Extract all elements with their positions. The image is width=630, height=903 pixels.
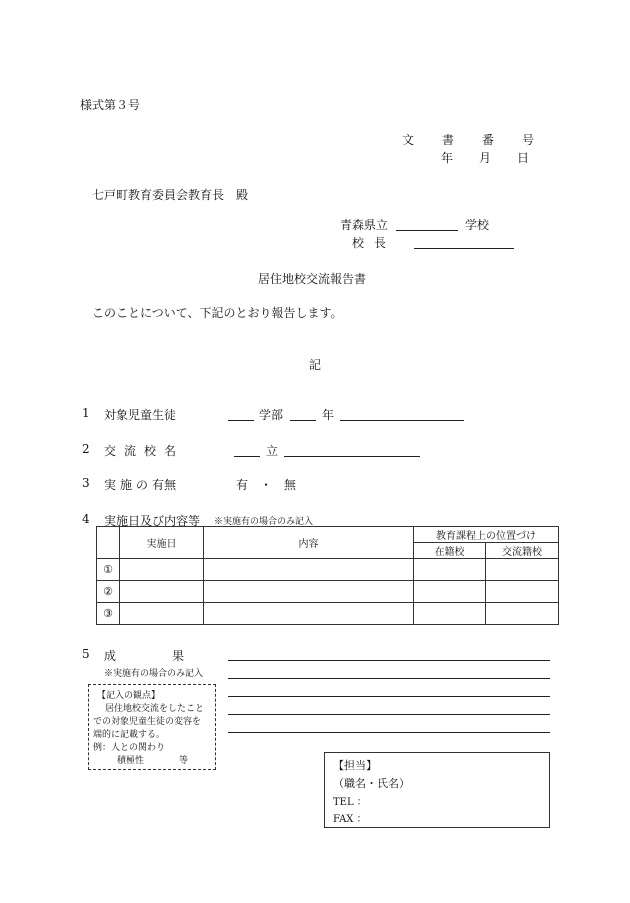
cell-home-school[interactable] — [414, 603, 486, 625]
item-1-nen: 年 — [322, 408, 335, 422]
writing-guide-title: 【記入の観点】 — [97, 691, 161, 701]
contact-fax-label: FAX ： — [333, 814, 367, 825]
principal-label: 校 長 — [352, 236, 387, 250]
cell-home-school[interactable] — [414, 559, 486, 581]
item-2-label: 交 流 校 名 — [104, 444, 177, 458]
header-row-number — [97, 527, 120, 559]
item-5-number: 5 — [82, 647, 90, 661]
item-3-options: 有 ・ 無 — [236, 478, 297, 492]
item-1-name-line — [340, 420, 464, 421]
item-1-label: 対象児童生徒 — [104, 408, 177, 422]
cell-content[interactable] — [204, 603, 414, 625]
contact-name-label: （職名・氏名） — [333, 777, 410, 790]
header-exchange-school: 交流籍校 — [486, 543, 559, 559]
cell-exchange-school[interactable] — [486, 559, 559, 581]
item-1-year-line — [290, 420, 316, 421]
item-2-school-line — [284, 456, 420, 457]
item-5-label: 成 果 — [104, 649, 185, 663]
header-date: 実施日 — [120, 527, 204, 559]
writing-guide-example: 積極性 — [117, 756, 145, 766]
addressee: 七戸町教育委員会教育長 殿 — [92, 188, 249, 202]
item-5-note: ※実施有の場合のみ記入 — [104, 669, 204, 679]
intro-text: このことについて、下記のとおり報告します。 — [92, 306, 343, 320]
cell-content[interactable] — [204, 559, 414, 581]
item-2-ritsu: 立 — [266, 444, 279, 458]
result-line[interactable] — [228, 678, 550, 679]
item-4-note: ※実施有の場合のみ記入 — [214, 517, 314, 527]
cell-date[interactable] — [120, 581, 204, 603]
writing-guide-box — [88, 684, 216, 770]
table-row — [97, 581, 559, 603]
principal-name-line — [414, 248, 514, 249]
cell-exchange-school[interactable] — [486, 603, 559, 625]
result-line[interactable] — [228, 714, 550, 715]
option-no[interactable]: 無 — [284, 478, 297, 492]
item-2-prefecture-line — [234, 456, 260, 457]
contact-box — [324, 752, 550, 828]
row-number: ③ — [97, 603, 120, 625]
cell-content[interactable] — [204, 581, 414, 603]
schedule-table — [96, 526, 559, 625]
item-1-number: 1 — [82, 406, 90, 420]
table-row — [97, 603, 559, 625]
writing-guide-line: での対象児童生徒の変容を — [93, 717, 202, 727]
item-4-number: 4 — [82, 512, 90, 526]
writing-guide-line: 居住地校交流をしたこと — [105, 704, 205, 714]
document-number-label: 文 書 番 号 — [402, 133, 535, 147]
item-3-number: 3 — [82, 476, 90, 490]
row-number: ① — [97, 559, 120, 581]
school-name-line — [396, 230, 458, 231]
item-1-gakubu: 学部 — [259, 408, 284, 422]
row-number: ② — [97, 581, 120, 603]
form-number: 様式第３号 — [80, 98, 141, 112]
cell-date[interactable] — [120, 559, 204, 581]
ki-label: 記 — [309, 358, 322, 372]
writing-guide-etc: 等 — [179, 756, 189, 766]
header-curriculum: 教育課程上の位置づけ — [414, 527, 559, 543]
header-content: 内容 — [204, 527, 414, 559]
result-line[interactable] — [228, 660, 550, 661]
result-line[interactable] — [228, 732, 550, 733]
cell-home-school[interactable] — [414, 581, 486, 603]
item-4-label: 実施日及び内容等 — [104, 514, 201, 528]
writing-guide-line: 例：人との関わり — [93, 743, 166, 753]
table-row — [97, 559, 559, 581]
item-2-number: 2 — [82, 442, 90, 456]
date-label: 年 月 日 — [441, 151, 530, 165]
header-home-school: 在籍校 — [414, 543, 486, 559]
report-title: 居住地校交流報告書 — [258, 272, 367, 286]
contact-tel-label: TEL ： — [333, 797, 367, 808]
item-3-label: 実 施 の 有無 — [104, 478, 177, 492]
item-1-grade-division-line — [228, 420, 254, 421]
school-suffix: 学校 — [465, 218, 490, 232]
cell-date[interactable] — [120, 603, 204, 625]
writing-guide-line: 端的に記載する。 — [93, 730, 166, 740]
cell-exchange-school[interactable] — [486, 581, 559, 603]
contact-title: 【担当】 — [333, 759, 377, 772]
result-line[interactable] — [228, 696, 550, 697]
school-prefix: 青森県立 — [340, 218, 389, 232]
option-yes[interactable]: 有 — [236, 478, 249, 492]
